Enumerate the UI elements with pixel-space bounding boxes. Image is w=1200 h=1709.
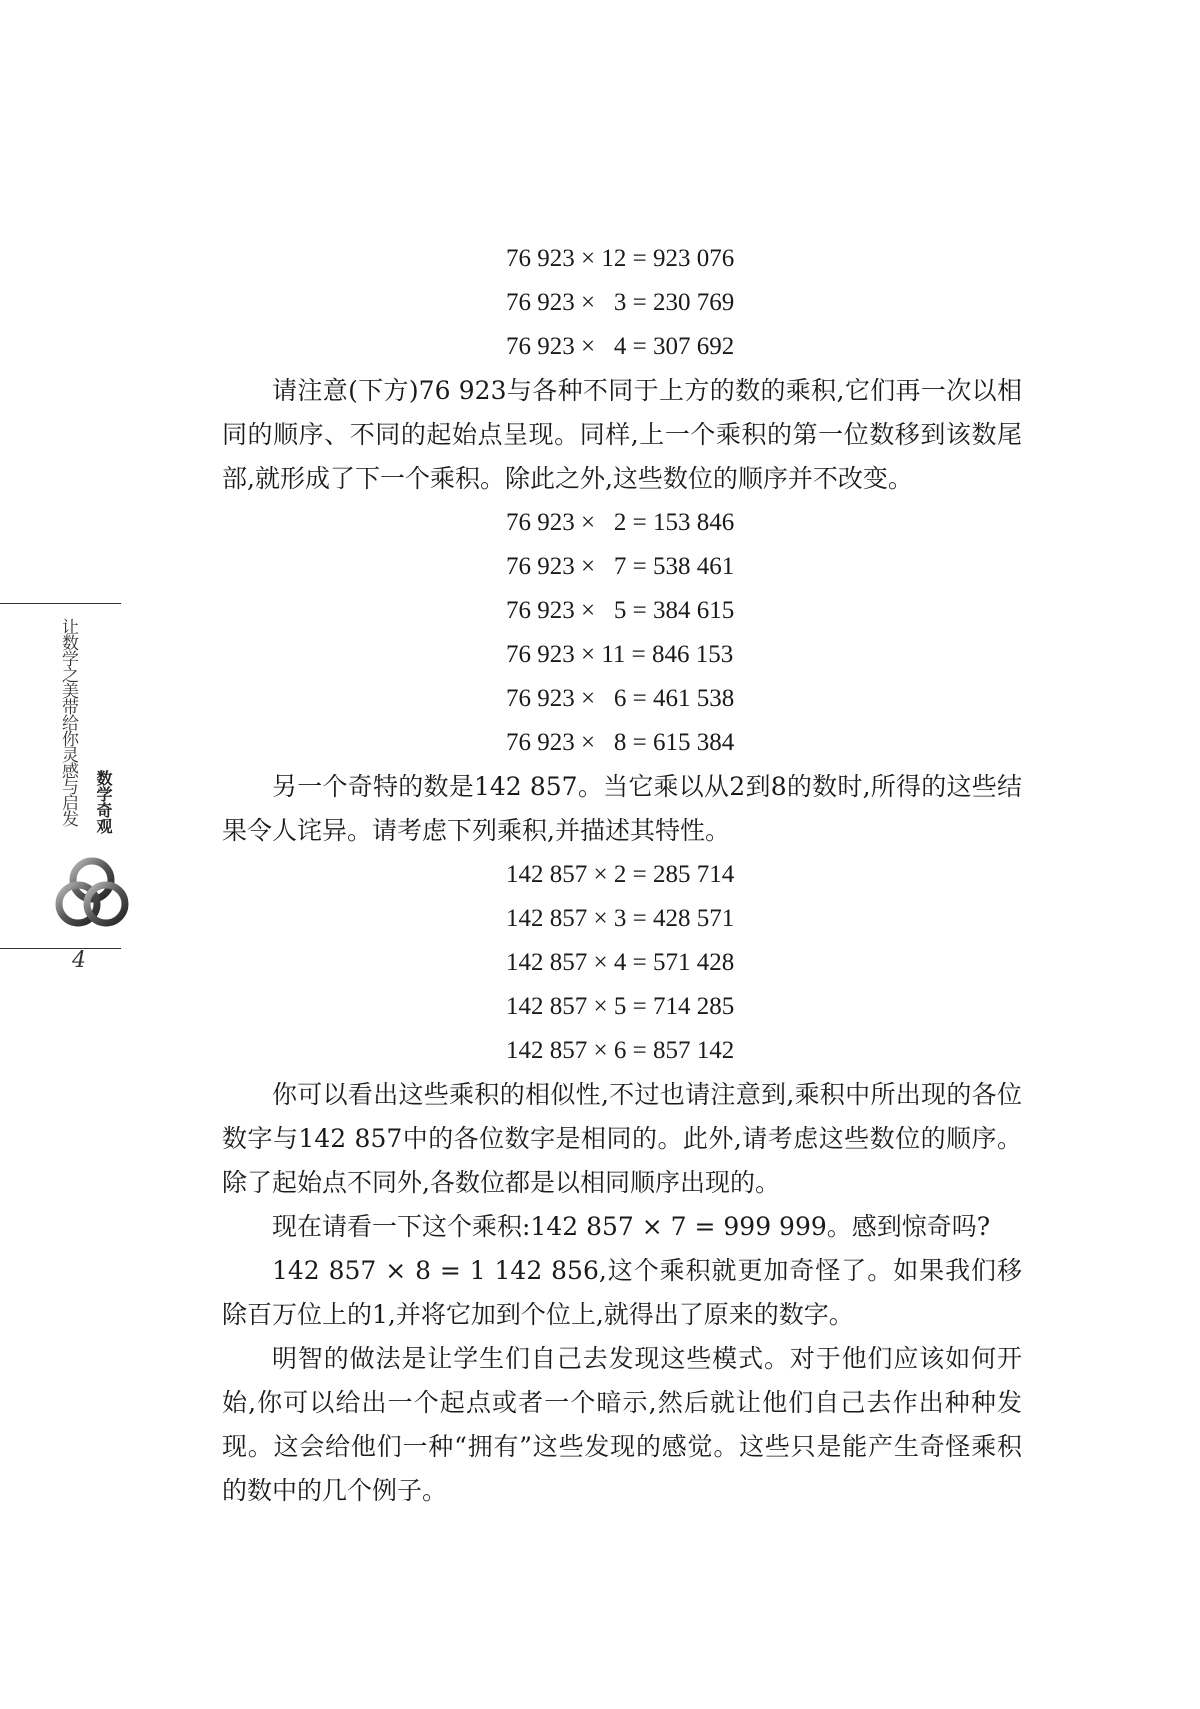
equation-line: 76 923 × 7 = 538 461	[506, 553, 735, 580]
paragraph-text: 另一个奇特的数是142 857。当它乘以从2到8的数时,所得的这些结果令人诧异。请考虑下列乘积,并描述其特性。	[222, 772, 1022, 845]
equation-line: 142 857 × 6 = 857 142	[506, 1037, 735, 1064]
equation-block	[222, 237, 1022, 369]
equation-line: 76 923 × 5 = 384 615	[506, 597, 735, 624]
equation-line: 76 923 × 4 = 307 692	[506, 333, 735, 360]
paragraph	[222, 1249, 1022, 1337]
equation-block	[222, 501, 1022, 765]
equation-line: 76 923 × 2 = 153 846	[506, 509, 735, 536]
book-title: 让数学之美带给你灵感与启发	[58, 618, 78, 826]
page-number: 4	[72, 948, 86, 973]
equation-line: 76 923 × 3 = 230 769	[506, 289, 735, 316]
paragraph-text: 明智的做法是让学生们自己去发现这些模式。对于他们应该如何开始,你可以给出一个起点或者一个暗示,然后就让他们自己去作出种种发现。这会给他们一种“拥有”这些发现的感觉。这些只是能产生奇怪乘积的数中的几个例子。	[222, 1344, 1022, 1505]
page-body	[222, 237, 1022, 1513]
paragraph	[222, 1205, 1022, 1249]
equation-line: 76 923 × 6 = 461 538	[506, 685, 735, 712]
paragraph-text: 142 857 × 8 = 1 142 856,这个乘积就更加奇怪了。如果我们移除百万位上的1,并将它加到个位上,就得出了原来的数字。	[222, 1256, 1022, 1329]
equation-line: 76 923 × 8 = 615 384	[506, 729, 735, 756]
equation-line: 142 857 × 3 = 428 571	[506, 905, 735, 932]
paragraph	[222, 765, 1022, 853]
equation-line: 142 857 × 5 = 714 285	[506, 993, 735, 1020]
equation-line: 142 857 × 4 = 571 428	[506, 949, 735, 976]
paragraph-text: 现在请看一下这个乘积:142 857 × 7 = 999 999。感到惊奇吗?	[272, 1212, 991, 1241]
paragraph	[222, 1337, 1022, 1513]
series-title: 数学奇观	[94, 770, 113, 834]
sidebar	[0, 0, 130, 1709]
equation-line: 76 923 × 12 = 923 076	[506, 245, 735, 272]
sidebar-top-rule	[0, 603, 121, 604]
equation-line: 76 923 × 11 = 846 153	[506, 641, 734, 668]
paragraph-text: 请注意(下方)76 923与各种不同于上方的数的乘积,它们再一次以相同的顺序、不同的起始点呈现。同样,上一个乘积的第一位数移到该数尾部,就形成了下一个乘积。除此之外,这些数位的顺序并不改变。	[222, 376, 1022, 493]
paragraph-text: 你可以看出这些乘积的相似性,不过也请注意到,乘积中所出现的各位数字与142 857中的各位数字是相同的。此外,请考虑这些数位的顺序。除了起始点不同外,各数位都是以相同顺序出现的。	[222, 1080, 1022, 1197]
trefoil-knot-icon	[50, 852, 134, 936]
paragraph	[222, 1073, 1022, 1205]
paragraph	[222, 369, 1022, 501]
sidebar-bottom-rule	[0, 948, 121, 949]
equation-block	[222, 853, 1022, 1073]
equation-line: 142 857 × 2 = 285 714	[506, 861, 735, 888]
